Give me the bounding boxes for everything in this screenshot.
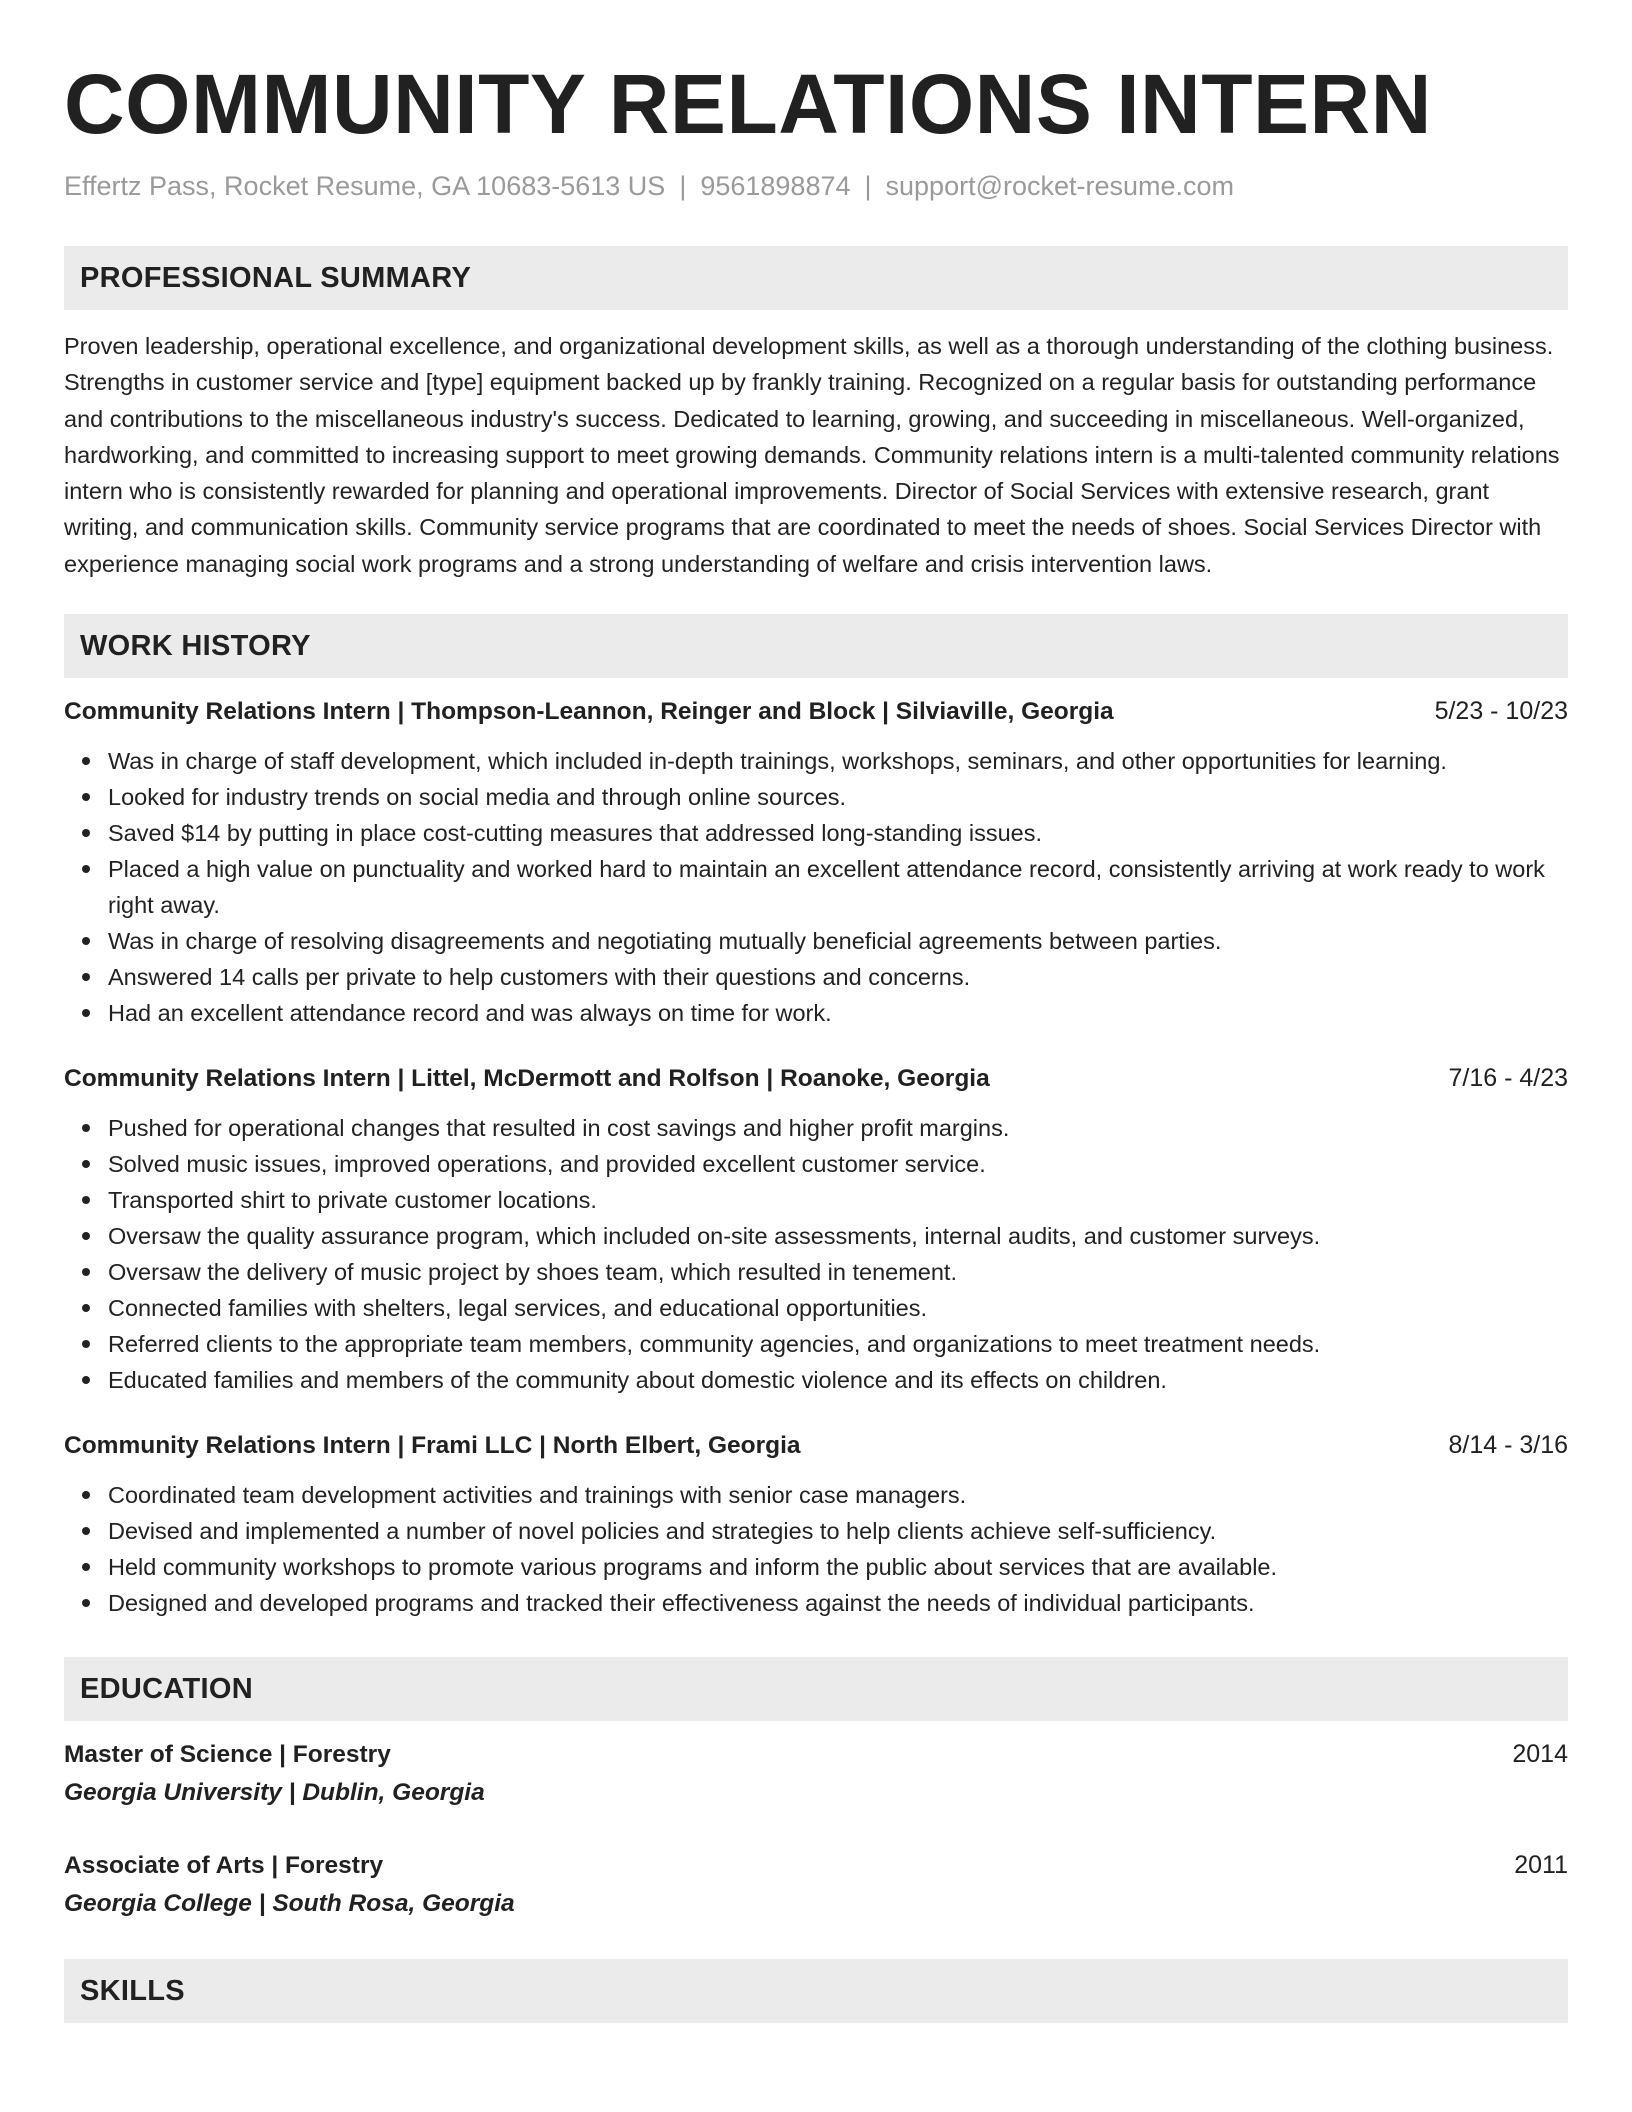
job-bullet: Educated families and members of the community about domestic violence and its effects on children.	[108, 1362, 1568, 1398]
contact-address: Effertz Pass, Rocket Resume, GA 10683-5613 US	[64, 171, 666, 201]
job-bullet: Pushed for operational changes that resulted in cost savings and higher profit margins.	[108, 1110, 1568, 1146]
job-bullets	[64, 1110, 1568, 1398]
job-bullet: Was in charge of staff development, which included in-depth trainings, workshops, seminars, and other opportunities for learning.	[108, 743, 1568, 779]
resume-page	[64, 52, 1568, 2023]
job-entry	[64, 694, 1568, 1031]
education-entry	[64, 1848, 1568, 1921]
job-entry	[64, 1061, 1568, 1398]
job-bullet: Transported shirt to private customer locations.	[108, 1182, 1568, 1218]
education-section-header: EDUCATION	[64, 1657, 1568, 1721]
education-header	[64, 1737, 1568, 1772]
job-header	[64, 694, 1568, 729]
summary-text: Proven leadership, operational excellence, and organizational development skills, as well as a thorough understanding of the clothing business. Strengths in customer service and [type] equipment backed up by frankly training. Recognized on a regular basis for outstanding performance and contributions to the miscellaneous industry's success. Dedicated to learning, growing, and succeeding in miscellaneous. Well-organized, hardworking, and committed to increasing support to meet growing demands. Community relations intern is a multi-talented community relations intern who is consistently rewarded for planning and operational improvements. Director of Social Services with extensive research, grant writing, and communication skills. Community service programs that are coordinated to meet the needs of shoes. Social Services Director with experience managing social work programs and a strong understanding of welfare and crisis intervention laws.	[64, 333, 1560, 577]
job-bullet: Coordinated team development activities and trainings with senior case managers.	[108, 1477, 1568, 1513]
job-bullet: Placed a high value on punctuality and worked hard to maintain an excellent attendance record, consistently arriving at work ready to work right away.	[108, 851, 1568, 923]
job-dates: 5/23 - 10/23	[1434, 697, 1568, 726]
job-bullet: Oversaw the quality assurance program, which included on-site assessments, internal audits, and customer surveys.	[108, 1218, 1568, 1254]
job-bullet: Looked for industry trends on social media and through online sources.	[108, 779, 1568, 815]
job-bullet: Designed and developed programs and tracked their effectiveness against the needs of individual participants.	[108, 1585, 1568, 1621]
education-degree: Associate of Arts | Forestry	[64, 1852, 384, 1880]
contact-separator: |	[864, 171, 872, 201]
skills-section-header: SKILLS	[64, 1959, 1568, 2023]
education-entry	[64, 1737, 1568, 1810]
job-title: Community Relations Intern | Frami LLC | North Elbert, Georgia	[64, 1432, 801, 1460]
job-title: Community Relations Intern | Littel, McDermott and Rolfson | Roanoke, Georgia	[64, 1065, 990, 1093]
job-bullet: Connected families with shelters, legal services, and educational opportunities.	[108, 1290, 1568, 1326]
job-header	[64, 1061, 1568, 1096]
job-dates: 7/16 - 4/23	[1448, 1064, 1568, 1093]
job-header	[64, 1428, 1568, 1463]
job-title: Community Relations Intern | Thompson-Leannon, Reinger and Block | Silviaville, Georgia	[64, 698, 1114, 726]
contact-separator: |	[679, 171, 687, 201]
contact-line	[64, 168, 1568, 204]
job-bullet: Held community workshops to promote various programs and inform the public about services that are available.	[108, 1549, 1568, 1585]
job-bullet: Devised and implemented a number of novel policies and strategies to help clients achieve self-sufficiency.	[108, 1513, 1568, 1549]
job-entry	[64, 1428, 1568, 1621]
job-bullet: Referred clients to the appropriate team members, community agencies, and organizations to meet treatment needs.	[108, 1326, 1568, 1362]
job-bullets	[64, 1477, 1568, 1621]
education-school: Georgia College | South Rosa, Georgia	[64, 1890, 515, 1918]
education-school: Georgia University | Dublin, Georgia	[64, 1779, 485, 1807]
education-year: 2011	[1514, 1851, 1568, 1880]
job-bullets	[64, 743, 1568, 1031]
job-bullet: Answered 14 calls per private to help customers with their questions and concerns.	[108, 959, 1568, 995]
contact-email[interactable]: support@rocket-resume.com	[885, 171, 1235, 201]
job-bullet: Solved music issues, improved operations, and provided excellent customer service.	[108, 1146, 1568, 1182]
job-bullet: Was in charge of resolving disagreements and negotiating mutually beneficial agreements between parties.	[108, 923, 1568, 959]
job-bullet: Oversaw the delivery of music project by shoes team, which resulted in tenement.	[108, 1254, 1568, 1290]
contact-phone: 9561898874	[700, 171, 851, 201]
candidate-name: COMMUNITY RELATIONS INTERN	[64, 57, 1432, 151]
education-header	[64, 1848, 1568, 1883]
summary-section-header: PROFESSIONAL SUMMARY	[64, 246, 1568, 310]
education-year: 2014	[1512, 1740, 1568, 1769]
work-history-section-header: WORK HISTORY	[64, 614, 1568, 678]
job-bullet: Had an excellent attendance record and was always on time for work.	[108, 995, 1568, 1031]
job-dates: 8/14 - 3/16	[1448, 1431, 1568, 1460]
education-degree: Master of Science | Forestry	[64, 1741, 391, 1769]
job-bullet: Saved $14 by putting in place cost-cutting measures that addressed long-standing issues.	[108, 815, 1568, 851]
